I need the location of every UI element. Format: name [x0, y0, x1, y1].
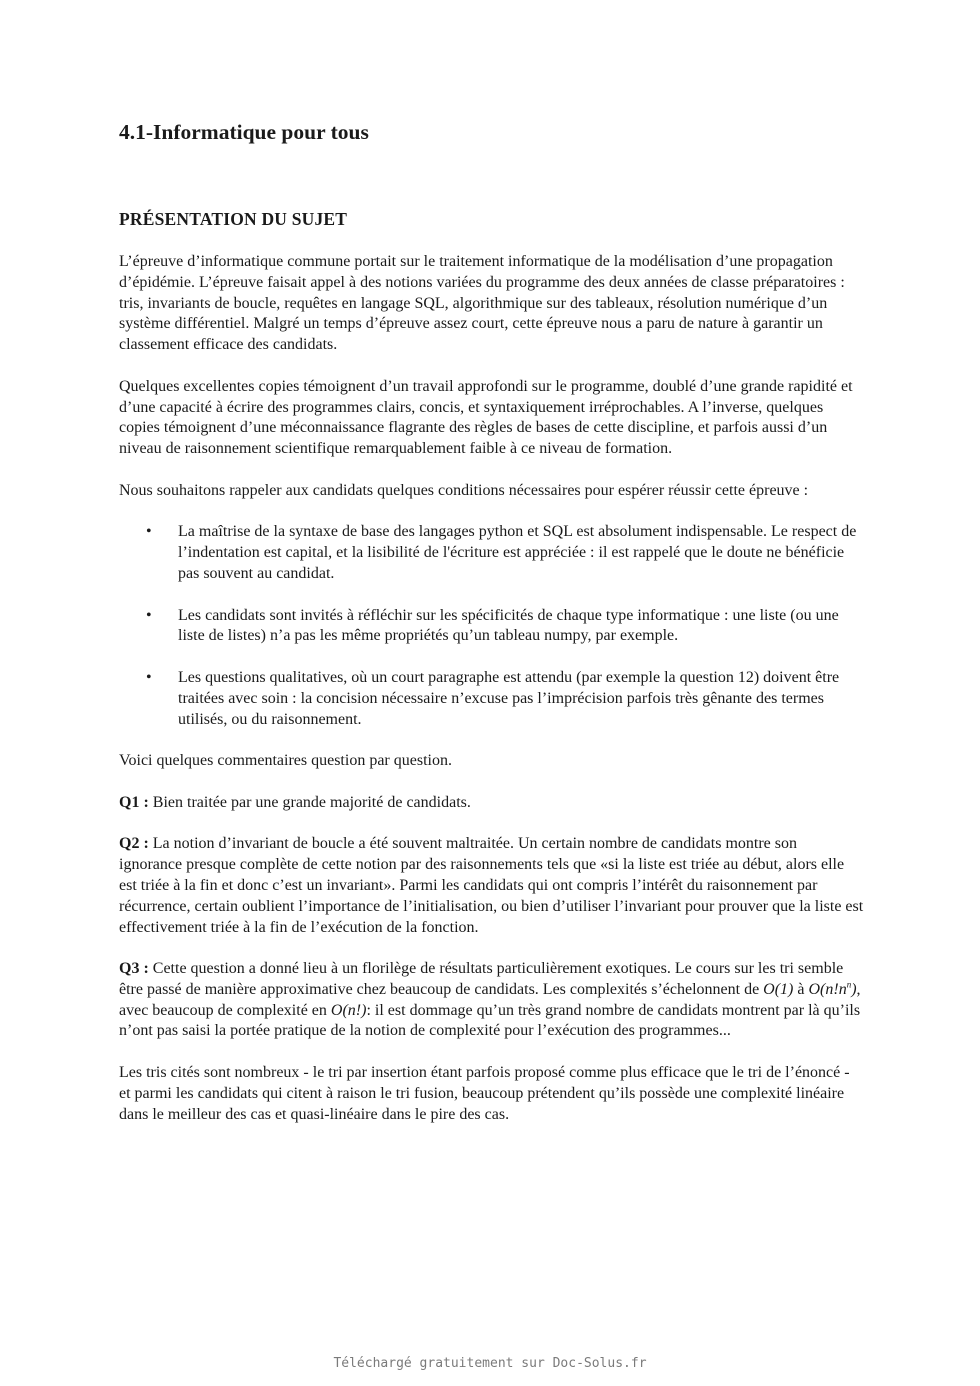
conditions-paragraph: Nous souhaitons rappeler aux candidats quelques conditions nécessaires pour espérer réussir cette épreuve :	[119, 481, 809, 499]
question-text: à	[793, 980, 809, 998]
sorting-paragraph: Les tris cités sont nombreux - le tri par insertion étant parfois proposé comme plus efficace que le tri de l’énoncé - et parmi les candidats qui citent à raison le tri fusion, beaucoup prétendent qu’ils possède une complexité linéaire dans le meilleur des cas et quasi-linéaire dans le pire des cas.	[119, 1064, 850, 1123]
bullet-icon: •	[146, 606, 152, 624]
question-text: : il est dommage qu’un très grand nombre de candidats montrent par là qu’ils n’ont pas saisi la portée pratique de la notion de complexité pour l’exécution des programmes...	[119, 1001, 861, 1040]
comments-intro: Voici quelques commentaires question par question.	[119, 752, 452, 770]
bullet-icon: •	[146, 668, 152, 686]
page-title: 4.1-Informatique pour tous	[119, 120, 369, 144]
list-item	[119, 668, 864, 730]
math-expression	[809, 981, 857, 998]
question-3	[119, 959, 864, 1042]
intro-paragraph: L’épreuve d’informatique commune portait sur le traitement informatique de la modélisation d’une propagation d’épidémie. L’épreuve faisait appel à des notions variées du programme des deux années de classe préparatoires : tris, invariants de boucle, requêtes en langage SQL, algorithmique sur des tableaux, résolution numérique d’un système différentiel. Malgré un temps d’épreuve assez court, cette épreuve nous a paru de nature à garantir un classement efficace des candidats.	[119, 253, 845, 354]
document-page	[119, 118, 864, 1123]
list-item	[119, 522, 864, 584]
assessment-paragraph: Quelques excellentes copies témoignent d’un travail approfondi sur le programme, doublé d’une grande rapidité et d’une capacité à écrire des programmes clairs, concis, et syntaxiquement irréprochables. A l’inverse, quelques copies témoignent d’une méconnaissance flagrante des règles de bases de cette discipline, et parfois aussi d’un niveau de raisonnement scientifique remarquablement faible à ce niveau de formation.	[119, 377, 853, 458]
conditions-list	[119, 522, 864, 730]
question-label: Q1 :	[119, 793, 149, 811]
bullet-icon: •	[146, 523, 152, 541]
math-expression: O(1)	[763, 980, 794, 998]
section-title: PRÉSENTATION DU SUJET	[119, 209, 348, 229]
question-text: Cette question a donné lieu à un florilège de résultats particulièrement exotiques. Le cours sur les tri semble être passé de manière approximative chez beaucoup de candidats. Les complexités s’échelonnent de	[119, 960, 844, 998]
question-label: Q3 :	[119, 960, 149, 978]
question-text: , avec beaucoup de complexité en	[119, 980, 861, 1019]
question-1	[119, 793, 864, 814]
list-item-text: Les candidats sont invités à réfléchir sur les spécificités de chaque type informatique : une liste (ou une liste de listes) n’a pas les même propriétés qu’un tableau numpy, par exemple.	[178, 606, 839, 645]
list-item-text: La maîtrise de la syntaxe de base des langages python et SQL est absolument indispensable. Le respect de l’indentation est capital, et la lisibilité de l'écriture est appréciée : il est rappelé que le doute ne bénéficie pas souvent au candidat.	[178, 523, 857, 582]
math-base: O(n!n	[808, 980, 847, 998]
question-label: Q2 :	[119, 835, 149, 853]
question-text: La notion d’invariant de boucle a été souvent maltraitée. Un certain nombre de candidats montre son ignorance presque complète de cette notion par des raisonnements tels que «si la liste est triée au début, alors elle est triée à la fin et donc c’est un invariant». Parmi les candidats qui ont compris l’intérêt du raisonnement par récurrence, certain oublient l’importance de l’initialisation, ou bien d’utiliser l’invariant pour prouver que la liste est effectivement triée à la fin de l’exécution de la fonction.	[119, 835, 864, 936]
question-2	[119, 834, 864, 938]
math-close: )	[851, 980, 857, 998]
list-item	[119, 606, 864, 648]
document-body	[119, 252, 864, 1146]
math-expression: O(n!)	[330, 1001, 367, 1019]
math-exponent: n	[846, 979, 852, 990]
list-item-text: Les questions qualitatives, où un court paragraphe est attendu (par exemple la question 12) doivent être traitées avec soin : la concision nécessaire n’excuse pas l’imprécision parfois très gênante des termes utilisés, ou du raisonnement.	[178, 668, 840, 728]
question-text: Bien traitée par une grande majorité de candidats.	[148, 793, 471, 811]
page-footer: Téléchargé gratuitement sur Doc-Solus.fr	[333, 1356, 647, 1371]
